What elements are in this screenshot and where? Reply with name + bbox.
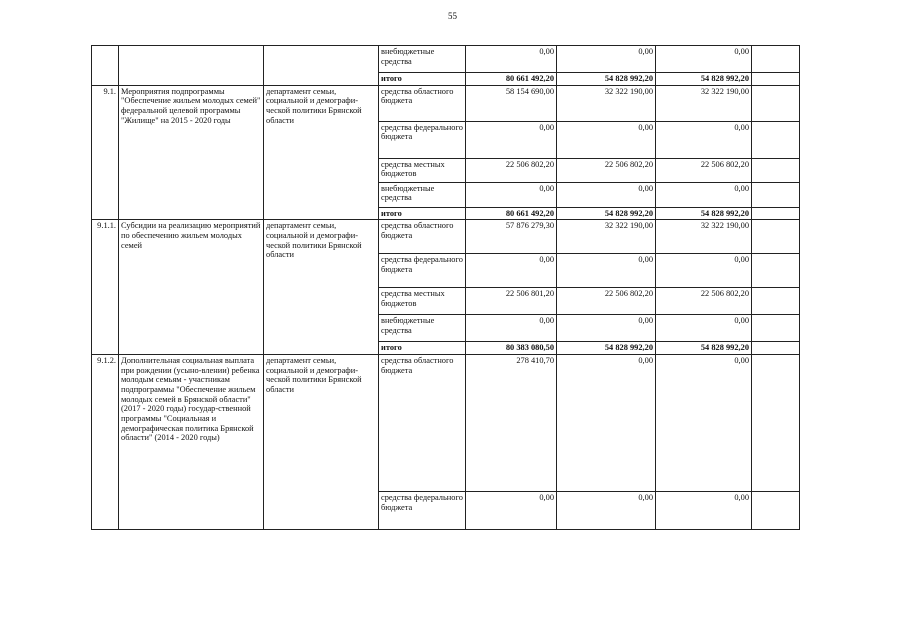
item-number: 9.1. — [92, 85, 119, 220]
source-cell: средства местных бюджетов — [379, 158, 466, 182]
empty-cell — [92, 46, 119, 86]
empty-cell — [752, 121, 800, 158]
total-value: 54 828 992,20 — [557, 342, 656, 355]
total-value: 80 661 492,20 — [466, 73, 557, 86]
value-cell: 0,00 — [557, 315, 656, 342]
value-cell: 278 410,70 — [466, 354, 557, 491]
item-department: департамент семьи, социальной и демографи-ческой политики Брянской области — [264, 354, 379, 529]
total-value: 80 661 492,20 — [466, 207, 557, 220]
value-cell: 22 506 802,20 — [557, 288, 656, 315]
total-value: 80 383 080,50 — [466, 342, 557, 355]
value-cell: 0,00 — [656, 182, 752, 207]
budget-table — [91, 45, 800, 530]
total-value: 54 828 992,20 — [656, 207, 752, 220]
value-cell: 0,00 — [557, 182, 656, 207]
value-cell: 0,00 — [557, 121, 656, 158]
empty-cell — [752, 354, 800, 491]
table-row — [92, 220, 800, 254]
total-value: 54 828 992,20 — [557, 73, 656, 86]
page-number: 55 — [448, 11, 457, 21]
value-cell: 22 506 802,20 — [656, 288, 752, 315]
source-cell: внебюджетные средства — [379, 46, 466, 73]
value-cell: 0,00 — [466, 254, 557, 288]
value-cell: 32 322 190,00 — [557, 220, 656, 254]
value-cell: 0,00 — [557, 254, 656, 288]
empty-cell — [752, 46, 800, 73]
value-cell: 0,00 — [466, 491, 557, 529]
empty-cell — [752, 315, 800, 342]
value-cell: 0,00 — [557, 354, 656, 491]
table-row — [92, 354, 800, 491]
empty-cell — [752, 220, 800, 254]
empty-cell — [752, 254, 800, 288]
source-cell: средства местных бюджетов — [379, 288, 466, 315]
value-cell: 57 876 279,30 — [466, 220, 557, 254]
value-cell: 32 322 190,00 — [557, 85, 656, 121]
table-row — [92, 85, 800, 121]
total-value: 54 828 992,20 — [557, 207, 656, 220]
source-cell: средства областного бюджета — [379, 85, 466, 121]
value-cell: 0,00 — [557, 491, 656, 529]
source-cell: внебюджетные средства — [379, 315, 466, 342]
source-cell: средства областного бюджета — [379, 354, 466, 491]
source-cell: внебюджетные средства — [379, 182, 466, 207]
value-cell: 0,00 — [656, 354, 752, 491]
value-cell: 22 506 802,20 — [656, 158, 752, 182]
value-cell: 0,00 — [466, 121, 557, 158]
empty-cell — [752, 85, 800, 121]
item-number: 9.1.2. — [92, 354, 119, 529]
source-cell: средства федерального бюджета — [379, 254, 466, 288]
empty-cell — [752, 288, 800, 315]
item-title: Субсидии на реализацию мероприятий по обеспечению жильем молодых семей — [119, 220, 264, 355]
value-cell: 0,00 — [656, 315, 752, 342]
item-title: Дополнительная социальная выплата при рождении (усыно-влении) ребенка молодым семьям - участникам подпрограммы "Обеспечение жильем молодых семей в Брянской области" (2017 - 2020 годы) государ-ственной программы "Социальная и демографическая политика Брянской области" (2014 - 2020 годы) — [119, 354, 264, 529]
empty-cell — [119, 46, 264, 86]
item-number: 9.1.1. — [92, 220, 119, 355]
total-label: итого — [379, 207, 466, 220]
source-cell: средства областного бюджета — [379, 220, 466, 254]
value-cell: 0,00 — [466, 182, 557, 207]
empty-cell — [752, 182, 800, 207]
value-cell: 0,00 — [656, 254, 752, 288]
empty-cell — [264, 46, 379, 86]
empty-cell — [752, 491, 800, 529]
value-cell: 32 322 190,00 — [656, 220, 752, 254]
value-cell: 0,00 — [466, 46, 557, 73]
source-cell: средства федерального бюджета — [379, 491, 466, 529]
value-cell: 22 506 802,20 — [557, 158, 656, 182]
value-cell: 22 506 802,20 — [466, 158, 557, 182]
item-department: департамент семьи, социальной и демографи-ческой политики Брянской области — [264, 85, 379, 220]
value-cell: 0,00 — [656, 46, 752, 73]
value-cell: 0,00 — [656, 491, 752, 529]
item-title: Мероприятия подпрограммы "Обеспечение жильем молодых семей" федеральной целевой программы "Жилище" на 2015 - 2020 годы — [119, 85, 264, 220]
item-department: департамент семьи, социальной и демографи-ческой политики Брянской области — [264, 220, 379, 355]
value-cell: 32 322 190,00 — [656, 85, 752, 121]
total-label: итого — [379, 73, 466, 86]
empty-cell — [752, 73, 800, 86]
total-label: итого — [379, 342, 466, 355]
value-cell: 0,00 — [656, 121, 752, 158]
empty-cell — [752, 342, 800, 355]
table-row — [92, 46, 800, 73]
total-value: 54 828 992,20 — [656, 73, 752, 86]
value-cell: 58 154 690,00 — [466, 85, 557, 121]
total-value: 54 828 992,20 — [656, 342, 752, 355]
empty-cell — [752, 207, 800, 220]
value-cell: 0,00 — [466, 315, 557, 342]
value-cell: 0,00 — [557, 46, 656, 73]
source-cell: средства федерального бюджета — [379, 121, 466, 158]
value-cell: 22 506 801,20 — [466, 288, 557, 315]
empty-cell — [752, 158, 800, 182]
